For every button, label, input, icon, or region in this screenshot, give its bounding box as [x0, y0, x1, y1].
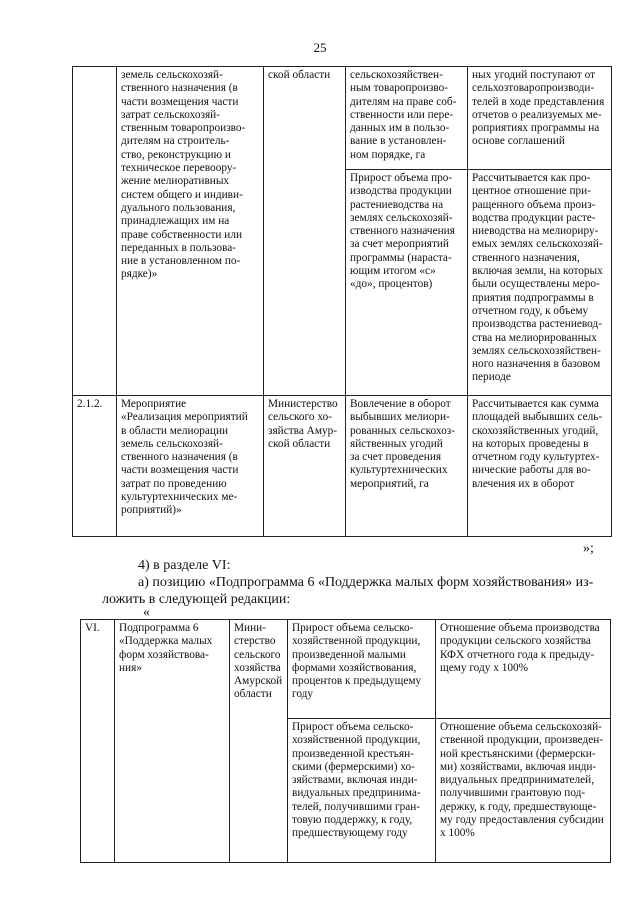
opening-quote: « [143, 605, 150, 620]
section-line: 4) в разделе VI: [138, 558, 231, 573]
table-row [81, 620, 611, 719]
table-row [73, 396, 612, 537]
closing-quote: »; [583, 541, 594, 556]
row-number-cell: 2.1.2. [73, 396, 117, 537]
program-name-cell: земель сельскохозяй- ственного назначения (в части возмещения части затрат сельскохозяй- ственным товаропроизво- дителям на строитель- ство, реконструкцию и техническое перевоору- жение мелиоративных систем общего и индиви- дуального пользования, принадлежащих им на праве собственности или переданных в пользова- ние в установленном по- рядке)» [117, 67, 264, 396]
program-name-cell: Мероприятие «Реализация мероприятий в области мелиорации земель сельскохозяй- ственного назначения (в части возмещения части затрат по проведению культуртехнических ме- роприятий)» [117, 396, 264, 537]
indicator-cell: сельскохозяйствен- ным товаропроизво- дителям на праве соб- ственности или пере- данных им в пользо- вание в установлен- ном порядке, га [346, 67, 468, 170]
indicator-cell: Прирост объема сельско- хозяйственной продукции, произведенной крестьян- скими (фермерскими) хо- зяйствами, включая инди- видуальных предпринима- телей, получившими гран- товую поддержку, к году, предшествующему году [288, 719, 436, 863]
indicator-cell: Прирост объема сельско- хозяйственной продукции, произведенной малыми формами хозяйствования, процентов к предыдущему году [288, 620, 436, 719]
calculation-method-cell: Отношение объема сельскохозяй- ственной продукции, произведен- ной крестьянскими (фермерски- ми) хозяйствами, включая инди- видуальных предпринимателей, получившими грантовую под- держку, к году, предшествующе- му году предоставления субсидии х 100% [436, 719, 611, 863]
executor-cell: Мини- стерство сельского хозяйства Амурской области [230, 620, 288, 863]
indicator-cell: Прирост объема про- изводства продукции растениеводства на землях сельскохозяй- ственного назначения за счет мероприятий программы (нараста- ющим итогом «с» «до», процентов) [346, 170, 468, 396]
program-name-cell: Подпрограмма 6 «Поддержка малых форм хозяйствова- ния» [115, 620, 230, 863]
item-a-line: а) позицию «Подпрограмма 6 «Поддержка малых форм хозяйствования» из- [138, 575, 594, 590]
indicator-cell: Вовлечение в оборот выбывших мелиори- рованных сельскохоз- яйственных угодий за счет проведения культуртехнических мероприятий, га [346, 396, 468, 537]
row-number-cell: VI. [81, 620, 115, 863]
calculation-method-cell: ных угодий поступают от сельхозтоваропроизводи- телей в ходе представления отчетов о реализуемых ме- роприятиях программы на основе соглашений [468, 67, 612, 170]
calculation-method-cell: Рассчитывается как про- центное отношение при- ращенного объема произ- водства продукции расте- ниеводства на мелиориру- емых землях сельскохозяй- ственного назначения, включая земли, на которых были осуществлены меро- приятия подпрограммы в отчетном году, к объему производства растениевод- ства на мелиорированных землях сельскохозяйствен- ного назначения в базовом периоде [468, 170, 612, 396]
indicators-table-continued [72, 66, 612, 537]
calculation-method-cell: Рассчитывается как сумма площадей выбывших сель- скохозяйственных угодий, на которых проведены в отчетном году культуртех- нические работы для во- влечения их в оборот [468, 396, 612, 537]
table-row [73, 67, 612, 170]
row-number-cell [73, 67, 117, 396]
subprogram-table [80, 619, 611, 863]
calculation-method-cell: Отношение объема производства продукции сельского хозяйства КФХ отчетного года к предыду- щему году х 100% [436, 620, 611, 719]
executor-cell: Министерство сельского хо- зяйства Амур- ской области [264, 396, 346, 537]
item-a-line-continued: ложить в следующей редакции: [102, 592, 291, 607]
page-number: 25 [313, 40, 327, 55]
executor-cell: ской области [264, 67, 346, 396]
